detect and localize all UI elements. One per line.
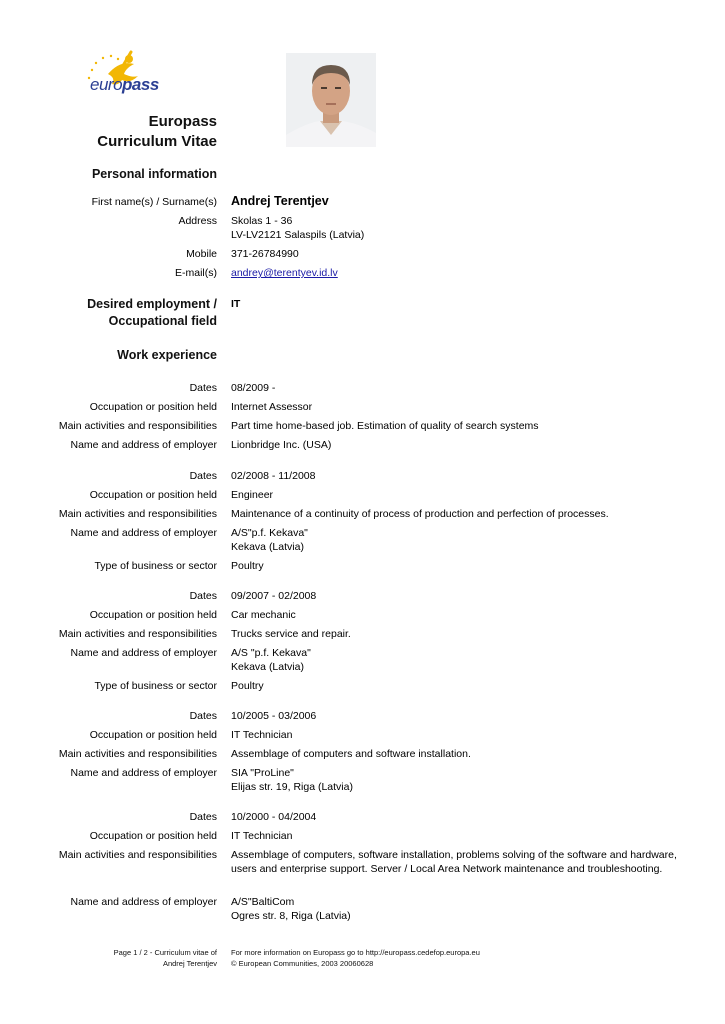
activities-value: Trucks service and repair. — [231, 628, 351, 640]
activities-value: Maintenance of a continuity of process of production and perfection of processes. — [231, 508, 609, 520]
employer-address: Kekava (Latvia) — [231, 541, 304, 553]
profile-photo — [286, 53, 376, 147]
section-work-experience: Work experience — [117, 348, 217, 362]
europass-logo — [78, 50, 168, 102]
occupation-label: Occupation or position held — [89, 609, 217, 621]
occupation-value: Engineer — [231, 489, 274, 501]
occupation-label: Occupation or position held — [89, 729, 217, 741]
section-desired-employment — [87, 296, 217, 330]
activities-value: Part time home-based job. Estimation of quality of search systems — [231, 420, 539, 432]
footer-page-line2: Andrej Terentjev — [162, 959, 217, 968]
occupation-label: Occupation or position held — [89, 830, 217, 842]
dates-label: Dates — [189, 590, 217, 602]
cv-title-line1: Europass — [148, 113, 217, 130]
occupation-value: IT Technician — [231, 830, 293, 842]
employer-name: A/S "p.f. Kekava" — [231, 647, 311, 659]
employer-address: Elijas str. 19, Riga (Latvia) — [231, 781, 353, 793]
email-link[interactable]: andrey@terentyev.id.lv — [231, 267, 338, 279]
portrait-photo-icon — [286, 53, 376, 147]
dates-value: 09/2007 - 02/2008 — [231, 590, 317, 602]
footer-page-line1: Page 1 / 2 - Curriculum vitae of — [113, 948, 217, 957]
occupation-value: IT Technician — [231, 729, 293, 741]
employer-label: Name and address of employer — [70, 767, 217, 779]
dates-value: 10/2005 - 03/2006 — [231, 710, 317, 722]
mobile-label: Mobile — [186, 248, 217, 260]
dates-label: Dates — [189, 382, 217, 394]
occupation-value: Car mechanic — [231, 609, 296, 621]
dates-label: Dates — [189, 811, 217, 823]
employer-address: Kekava (Latvia) — [231, 661, 304, 673]
email-label: E-mail(s) — [175, 267, 217, 279]
dates-label: Dates — [189, 710, 217, 722]
employer-name: A/S"p.f. Kekava" — [231, 527, 308, 539]
occupation-value: Internet Assessor — [231, 401, 313, 413]
activities-label: Main activities and responsibilities — [58, 849, 217, 861]
sector-value: Poultry — [231, 560, 264, 572]
activities-line2: users and enterprise support. Server / Local Area Network maintenance and troubleshooting. — [231, 863, 663, 875]
dates-value: 10/2000 - 04/2004 — [231, 811, 317, 823]
sector-label: Type of business or sector — [94, 560, 217, 572]
cv-title-line2: Curriculum Vitae — [97, 133, 217, 150]
address-label: Address — [178, 215, 217, 227]
employer-label: Name and address of employer — [70, 527, 217, 539]
dates-value: 08/2009 - — [231, 382, 276, 394]
activities-label: Main activities and responsibilities — [58, 508, 217, 520]
footer-page-info — [114, 947, 217, 969]
section-personal-information: Personal information — [91, 167, 217, 181]
footer-more-info: For more information on Europass go to http://europass.cedefop.europa.eu — [231, 948, 480, 957]
activities-label: Main activities and responsibilities — [58, 420, 217, 432]
name-value: Andrej Terentjev — [231, 194, 329, 208]
activities-value: Assemblage of computers and software installation. — [231, 748, 471, 760]
desired-value: IT — [231, 298, 241, 310]
employer-label: Name and address of employer — [70, 439, 217, 451]
mobile-value: 371-26784990 — [231, 248, 299, 260]
cv-title — [97, 112, 217, 152]
dates-label: Dates — [189, 470, 217, 482]
activities-label: Main activities and responsibilities — [58, 748, 217, 760]
desired-title-line1: Desired employment / — [87, 297, 217, 311]
occupation-label: Occupation or position held — [89, 489, 217, 501]
employer-address: Ogres str. 8, Riga (Latvia) — [231, 910, 351, 922]
desired-title-line2: Occupational field — [108, 314, 217, 328]
address-line2: LV-LV2121 Salaspils (Latvia) — [231, 229, 365, 241]
dates-value: 02/2008 - 11/2008 — [231, 470, 316, 482]
activities-label: Main activities and responsibilities — [58, 628, 217, 640]
sector-label: Type of business or sector — [94, 680, 217, 692]
address-line1: Skolas 1 - 36 — [231, 215, 293, 227]
name-label: First name(s) / Surname(s) — [91, 196, 217, 208]
employer-label: Name and address of employer — [70, 896, 217, 908]
europass-wordmark: europass — [90, 75, 159, 94]
footer-europass-info — [231, 947, 480, 969]
occupation-label: Occupation or position held — [89, 401, 217, 413]
employer-value: Lionbridge Inc. (USA) — [231, 439, 332, 451]
employer-name: SIA "ProLine" — [231, 767, 294, 779]
employer-name: A/S"BaltiCom — [231, 896, 295, 908]
sector-value: Poultry — [231, 680, 264, 692]
employer-label: Name and address of employer — [70, 647, 217, 659]
activities-line1: Assemblage of computers, software installation, problems solving of the software and hardware, — [231, 849, 677, 861]
footer-copyright: © European Communities, 2003 20060628 — [231, 959, 374, 968]
